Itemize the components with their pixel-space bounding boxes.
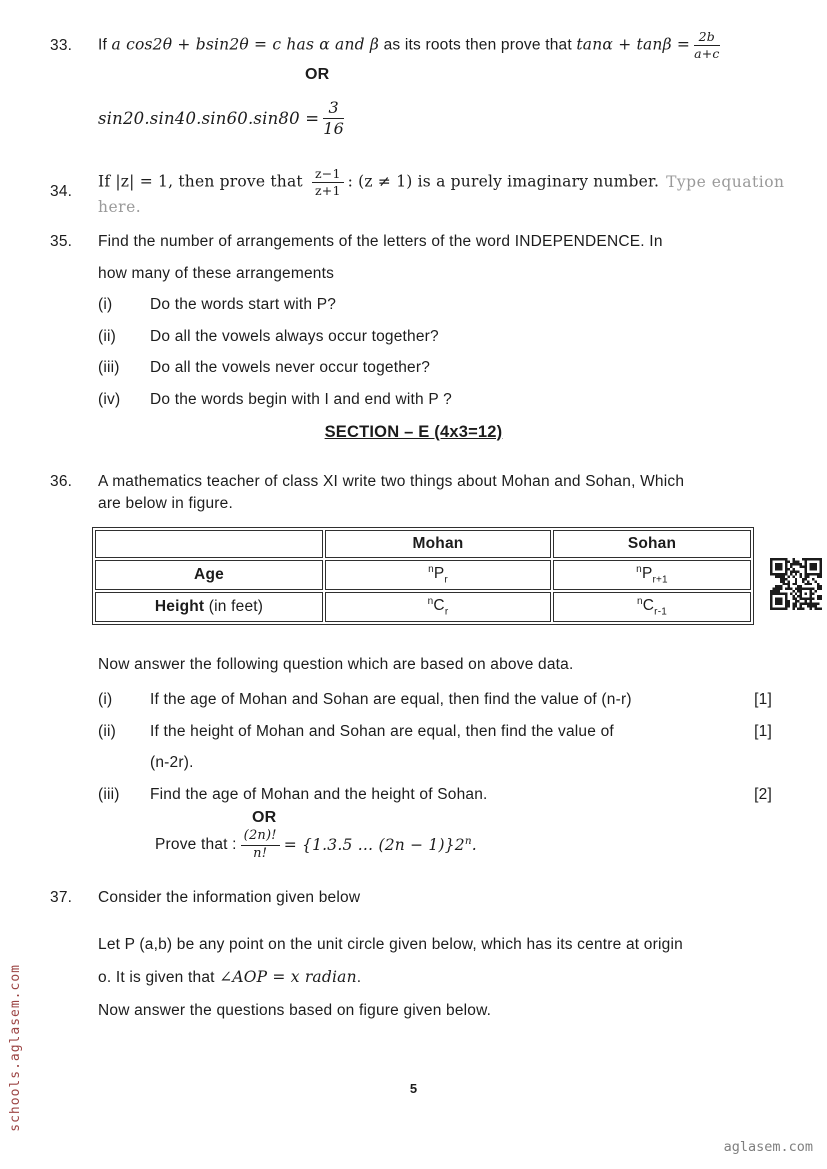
prove-rhs-end: . [471,836,477,855]
q34-pre: If |z| = 1, then prove that [98,172,308,191]
prove-fraction-denominator: n! [253,845,268,861]
brand-watermark: aglasem.com [723,1139,813,1155]
height-mohan-value [325,592,551,622]
height-label-bold: Height [154,598,205,615]
height-mohan-sub: r [444,606,449,618]
q35-item-ii [98,321,787,353]
prove-rhs-exponent: n [464,835,472,848]
q37-line2-end: . [356,969,362,987]
age-sohan-value [553,560,751,590]
q33-math-b: tanα + tanβ = [576,35,691,54]
sin-equation-lhs: sin20.sin40.sin60.sin80 = [98,108,320,128]
question-35-number: 35. [50,233,73,250]
question-36 [50,471,787,514]
height-row-label [95,592,323,622]
q35-item-ii-text: Do all the vowels always occur together? [150,327,439,345]
q36-subquestions [50,684,772,810]
q35-item-iv-label: (iv) [98,390,121,408]
prove-fraction [241,829,280,861]
q33-math-a: a cos2θ + bsin2θ = c has α and β [111,35,380,54]
now-answer-line: Now answer the following question which are based on above data. [98,656,574,673]
question-35-body [98,226,787,415]
subquestion-i-text [150,684,772,716]
question-34 [50,167,787,216]
q34-fraction-denominator: z+1 [314,183,341,198]
question-37-number: 37. [50,889,73,906]
question-36-number: 36. [50,473,73,490]
question-33-text [98,30,724,61]
q35-line1: Find the number of arrangements of the letters of the word INDEPENDENCE. In [98,233,663,250]
question-34-text [98,167,787,216]
subquestion-iii [50,779,772,811]
q34-post: : (z ≠ 1) is a purely imaginary number. [347,172,660,191]
question-37-paragraph [98,929,798,1027]
height-sohan-value [553,592,751,622]
question-34-number: 34. [50,182,73,200]
q35-item-iv-text: Do the words begin with I and end with P ? [150,390,452,408]
q35-item-i [98,289,787,321]
or-divider-2: OR [252,809,277,826]
subquestion-iii-label: (iii) [98,785,120,803]
q33-fraction-denominator: a+c [694,46,720,61]
q35-line2: how many of these arrangements [98,264,335,282]
q33-pre: If [98,36,112,54]
age-mohan-sub: r [444,574,448,586]
question-33 [50,30,787,61]
prove-rhs [284,835,477,854]
prove-pre: Prove that : [155,836,237,854]
age-row-label: Age [95,560,323,590]
or-divider-1: OR [305,66,330,83]
side-watermark: schools.aglasem.com [8,964,23,1132]
q33-mid: as its roots then prove that [379,36,577,54]
table-row-age [95,560,751,590]
height-mohan-base: C [433,597,445,615]
table-row-height [95,592,751,622]
height-sohan-base: C [642,597,655,615]
question-33-number: 33. [50,36,73,54]
q35-item-i-text: Do the words start with P? [150,296,337,313]
height-label-rest: (in feet) [204,598,264,615]
subquestion-i-line1: If the age of Mohan and Sohan are equal, then find the value of (n-r) [150,691,632,708]
subquestion-iii-line1: Find the age of Mohan and the height of Sohan. [150,785,488,803]
subquestion-i-marks: [1] [754,691,772,708]
subquestion-ii-line1: If the height of Mohan and Sohan are equal, then find the value of [150,722,614,740]
q35-item-ii-label: (ii) [98,327,117,345]
question-36-text [98,471,787,514]
q35-item-i-label: (i) [98,296,113,313]
age-mohan-sup: n [428,564,434,576]
age-mohan-value [325,560,551,590]
table-header-sohan: Sohan [553,530,751,558]
subquestion-i-label: (i) [98,691,113,708]
q37-line1: Let P (a,b) be any point on the unit circle given below, which has its centre at origin [98,936,683,953]
q37-line2 [98,961,798,994]
question-35 [50,226,787,415]
q36-line1: A mathematics teacher of class XI write two things about Mohan and Sohan, Which [98,473,685,490]
section-e-heading-row [0,423,827,442]
question-33-or-equation [98,99,348,138]
subquestion-iii-text [150,779,772,811]
prove-fraction-numerator: (2n)! [241,829,280,846]
sin-frac-denominator: 16 [323,118,345,138]
qr-code-image [770,558,822,610]
q34-fraction-numerator: z−1 [312,167,344,183]
q35-item-iii-label: (iii) [98,359,120,376]
table-header-empty [95,530,323,558]
page-number: 5 [409,1081,418,1096]
age-mohan-base: P [433,565,445,583]
q33-fraction-numerator: 2b [694,30,720,46]
q37-line2-pre: o. It is given that [98,969,220,987]
subquestion-i [50,684,772,716]
subquestion-iii-marks: [2] [754,785,772,803]
subquestion-ii [50,716,772,779]
mohan-sohan-table [92,527,754,625]
q37-line2-math: ∠AOP = x radian [219,968,357,987]
sin-frac-numerator: 3 [323,99,344,119]
table-header-mohan: Mohan [325,530,551,558]
qr-modules [770,558,822,610]
question-37 [50,889,787,907]
q35-item-iii-text: Do all the vowels never occur together? [150,359,431,376]
sin-equation-fraction [323,99,344,138]
prove-equation [155,829,477,861]
subquestion-ii-marks: [1] [754,722,772,740]
equation-placeholder-text: Type equation here. [98,172,785,216]
subquestion-ii-text [150,716,772,779]
subquestion-ii-label: (ii) [98,722,117,740]
height-sohan-sub: r-1 [654,606,667,618]
q37-line3: Now answer the questions based on figure given below. [98,1001,492,1019]
qr-code [769,556,823,612]
q36-line2: are below in figure. [98,494,233,512]
age-sohan-sub: r+1 [652,574,668,586]
q33-fraction [694,30,720,61]
q34-fraction [312,167,344,198]
height-mohan-sup: n [427,596,434,608]
subquestion-ii-line2: (n-2r). [150,754,194,771]
question-37-intro: Consider the information given below [98,889,361,906]
q35-item-iv [98,384,787,416]
age-sohan-sup: n [636,564,642,576]
section-e-heading: SECTION – E (4x3=12) [324,423,503,441]
q35-item-iii [98,352,787,384]
height-sohan-sup: n [637,596,643,608]
age-sohan-base: P [641,565,653,583]
prove-rhs-main: = {1.3.5 … (2n − 1)}2 [283,836,465,855]
table-header-row [95,530,751,558]
